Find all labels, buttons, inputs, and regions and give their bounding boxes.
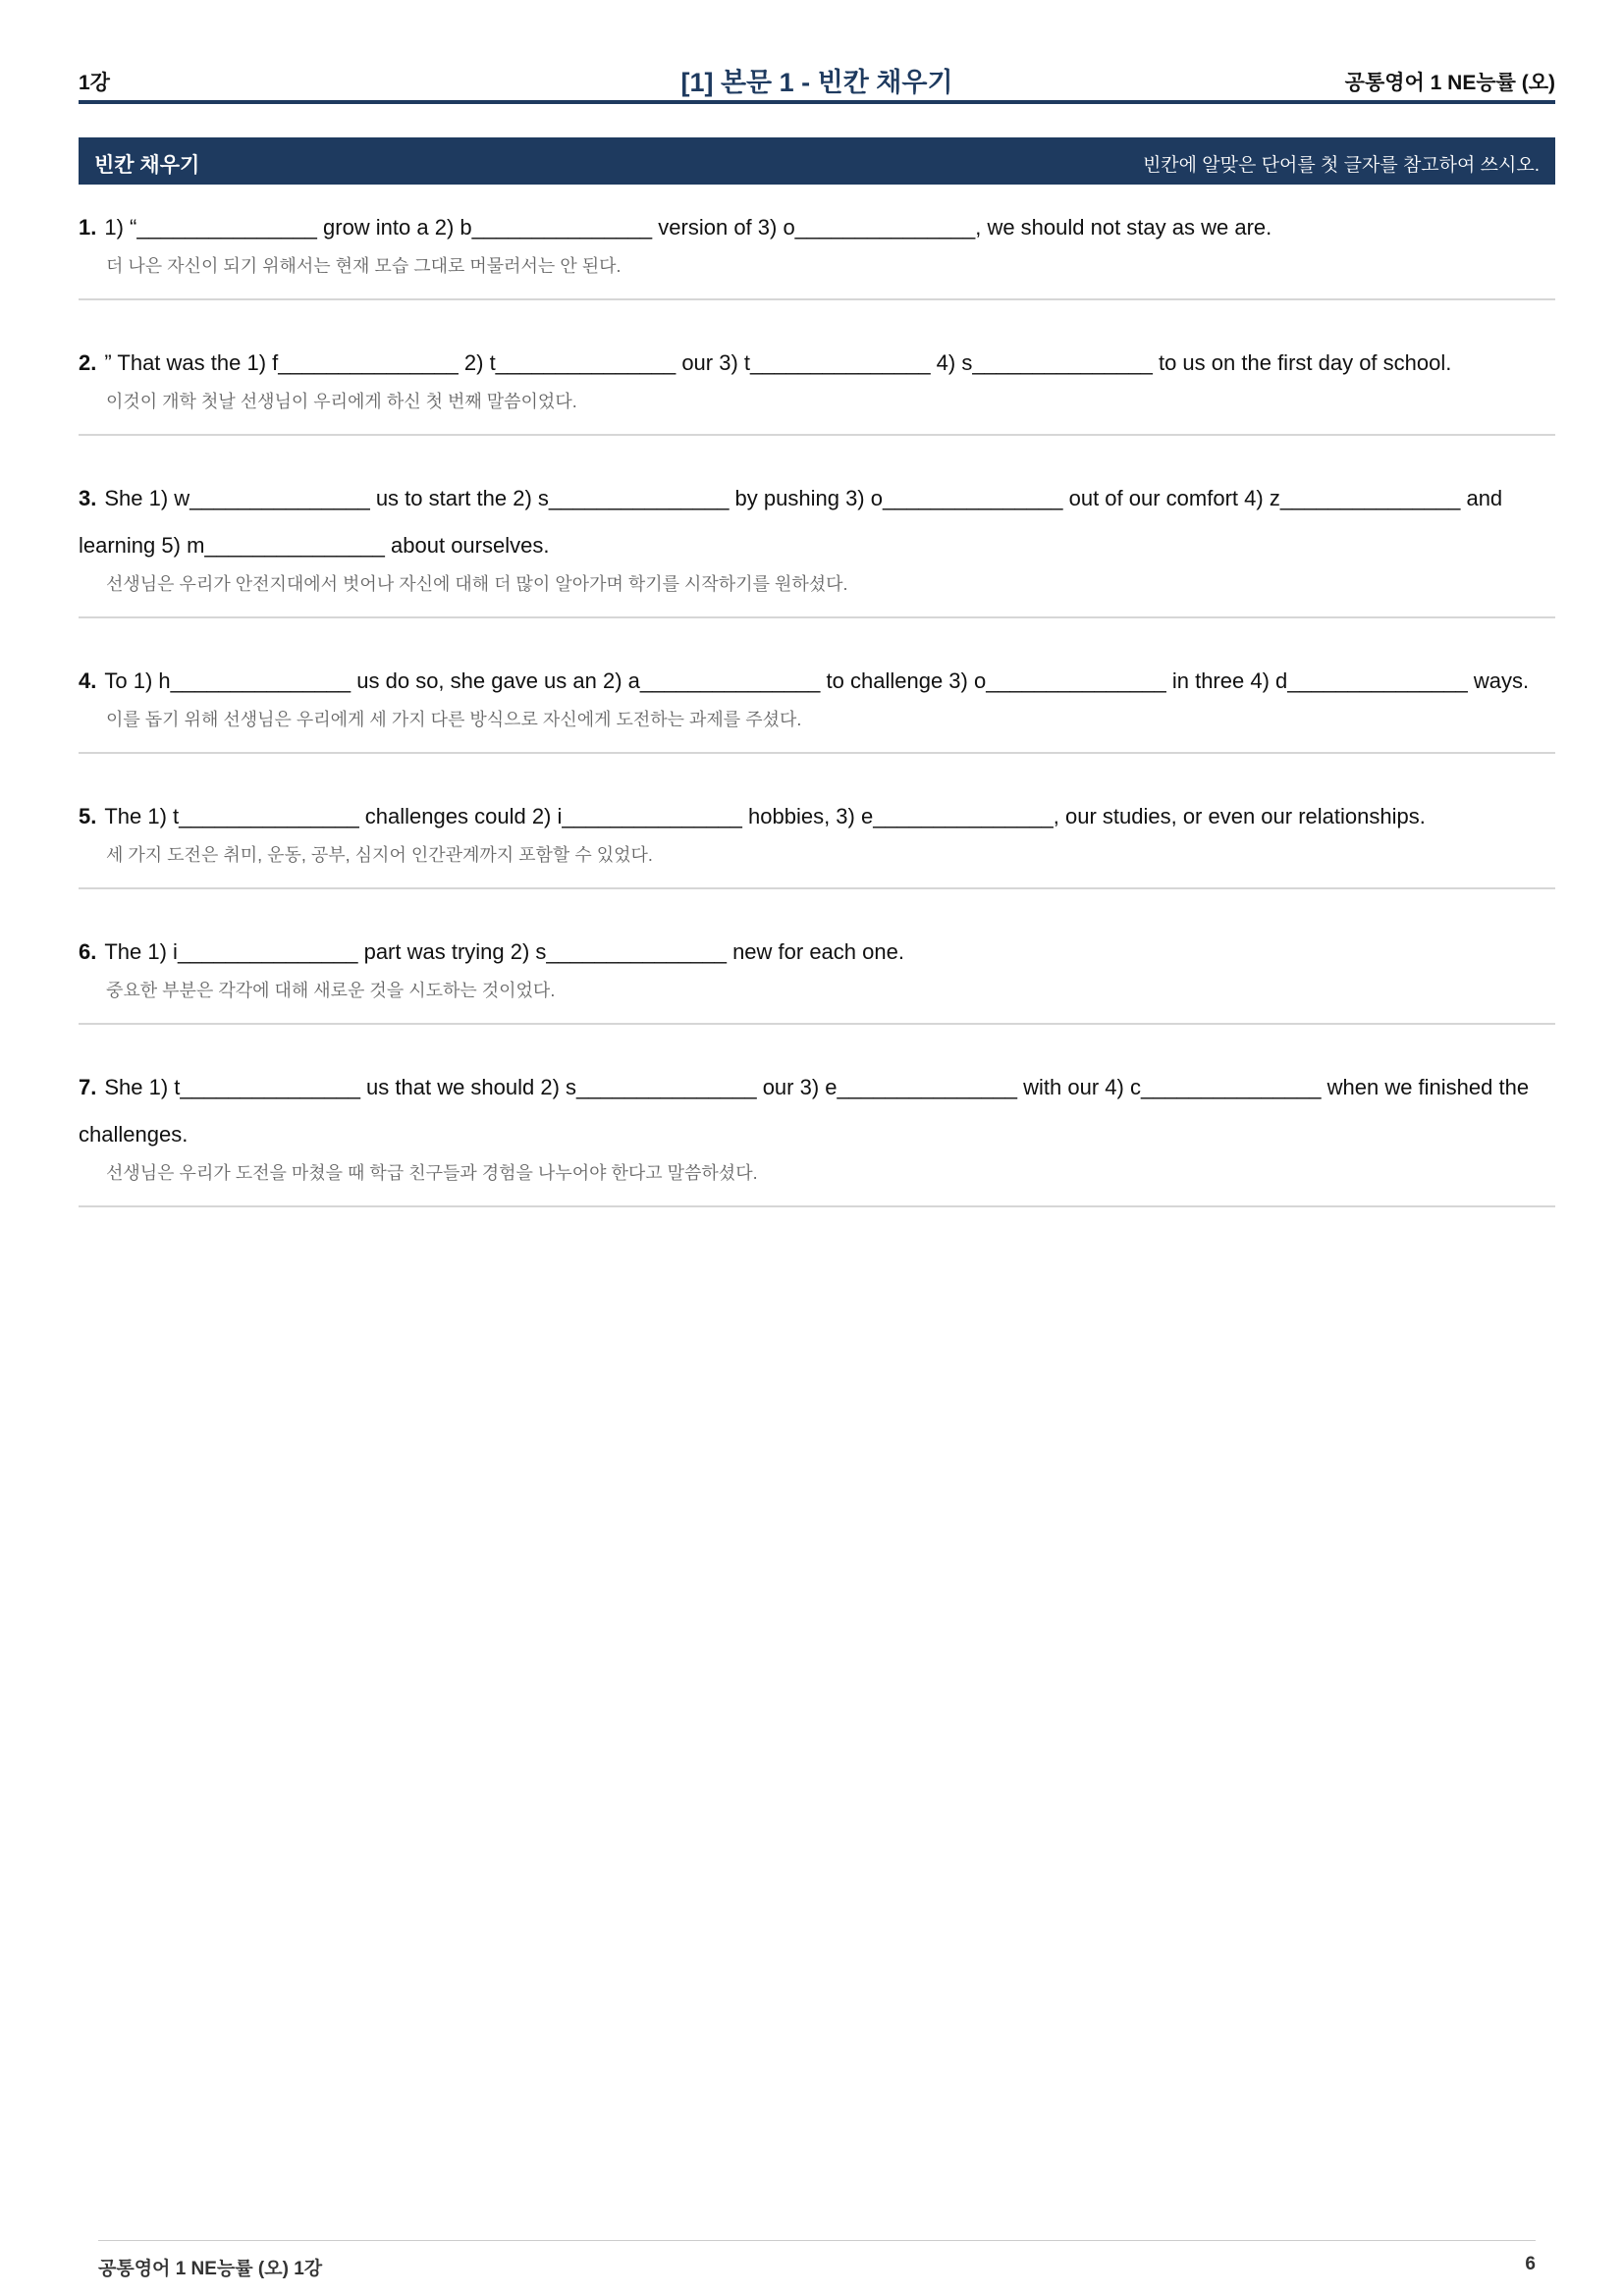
page-header [79,61,1555,104]
question-translation: 이를 돕기 위해 선생님은 우리에게 세 가지 다른 방식으로 자신에게 도전하는 과제를 주셨다. [106,710,802,729]
question-text [79,793,1555,840]
page-title: [1] 본문 1 - 빈칸 채우기 [680,68,953,97]
question-text [79,204,1555,251]
question-item [79,648,1555,754]
question-item [79,330,1555,436]
section-instruction: 빈칸에 알맞은 단어를 첫 글자를 참고하여 쓰시오. [1142,155,1540,176]
question-text [79,1064,1555,1158]
question-sentence: She 1) t_______________ us that we should 2) s_______________ our 3) e_______________ with our 4) c_______________ when we finished the challenges. [79,1075,1530,1147]
question-number: 5. [79,804,97,828]
footer-book-lesson: 공통영어 1 NE능률 (오) 1강 [98,2259,323,2279]
question-translation: 더 나은 자신이 되기 위해서는 현재 모습 그대로 머물러서는 안 된다. [106,256,622,276]
question-sentence: To 1) h_______________ us do so, she gave us an 2) a_______________ to challenge 3) o_______________ in three 4) d_______________ ways. [104,668,1530,693]
page-number: 6 [1525,2254,1536,2274]
book-title: 공통영어 1 NE능률 (오) [1344,72,1555,94]
section-title: 빈칸 채우기 [94,154,200,177]
question-translation: 이것이 개학 첫날 선생님이 우리에게 하신 첫 번째 말씀이었다. [106,392,577,411]
question-number: 1. [79,215,97,240]
question-text [79,340,1555,387]
question-translation: 중요한 부분은 각각에 대해 새로운 것을 시도하는 것이었다. [106,981,556,1000]
question-item [79,783,1555,889]
question-item [79,919,1555,1025]
question-sentence: She 1) w_______________ us to start the 2) s_______________ by pushing 3) o_______________ out of our comfort 4) z_______________ and learning 5) m_______________ about ourselves. [79,486,1503,558]
question-number: 2. [79,350,97,375]
section-bar [79,137,1555,185]
question-text [79,929,1555,976]
question-item [79,194,1555,300]
question-sentence: ” That was the 1) f_______________ 2) t_______________ our 3) t_______________ 4) s_______________ to us on the first day of school. [104,350,1452,375]
question-translation: 선생님은 우리가 안전지대에서 벗어나 자신에 대해 더 많이 알아가며 학기를 시작하기를 원하셨다. [106,574,848,594]
question-sentence: 1) “_______________ grow into a 2) b_______________ version of 3) o_______________, we should not stay as we are. [104,215,1272,240]
question-number: 6. [79,939,97,964]
question-translation: 선생님은 우리가 도전을 마쳤을 때 학급 친구들과 경험을 나누어야 한다고 말씀하셨다. [106,1163,758,1183]
question-item [79,465,1555,618]
question-text [79,475,1555,569]
question-number: 4. [79,668,97,693]
question-sentence: The 1) t_______________ challenges could 2) i_______________ hobbies, 3) e_______________, our studies, or even our relationships. [104,804,1426,828]
question-number: 7. [79,1075,97,1099]
question-list [79,194,1555,1237]
footer-divider [98,2240,1536,2241]
question-translation: 세 가지 도전은 취미, 운동, 공부, 심지어 인간관계까지 포함할 수 있었다. [106,845,653,865]
lesson-label: 1강 [79,72,110,94]
question-sentence: The 1) i_______________ part was trying 2) s_______________ new for each one. [104,939,904,964]
question-number: 3. [79,486,97,510]
question-text [79,658,1555,705]
question-item [79,1054,1555,1207]
